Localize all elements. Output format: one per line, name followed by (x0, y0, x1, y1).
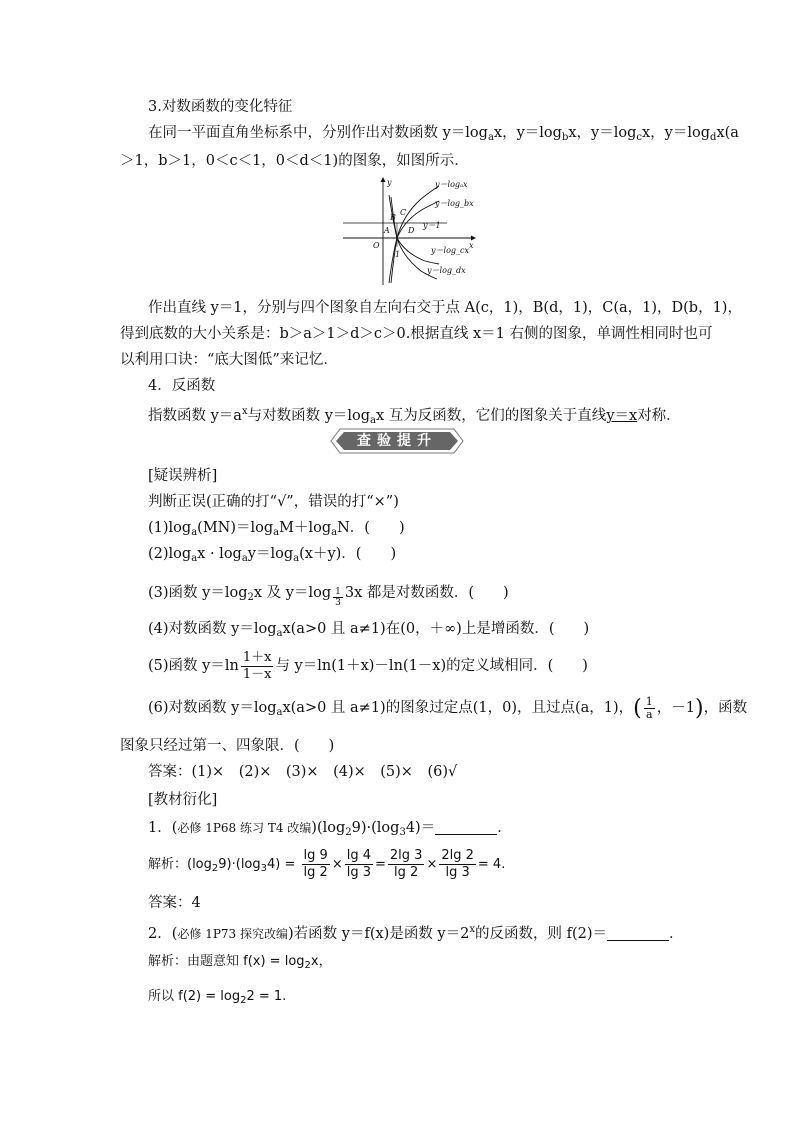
textbook-problem-1: 1．(必修 1P68 练习 T4 改编)$(\log_29)\cdot(\log_34)=$ ． (148, 820, 512, 838)
answer-blank-2[interactable] (607, 926, 669, 941)
x-axis-arrow (471, 236, 476, 241)
graph-point-D: D (408, 226, 415, 235)
section-3-para1-line2: ＞1，b＞1，0＜c＜1，0＜d＜1)的图象，如图所示． (120, 153, 469, 169)
quiz-intro: 判断正误(正确的打“√”，错误的打“×”) (148, 494, 399, 510)
quiz-item-4: (4)对数函数 $y=\log_ax(a>0$ 且 a≠1)在(0，＋∞)上是增函数．( ) (148, 621, 590, 639)
quiz-item-6-line2: 图象只经过第一、四象限．( ) (120, 738, 335, 754)
textbook-solution-2: 解析：由题意知 $f(x) = \log_2x$， (148, 954, 332, 971)
section-4-text: 指数函数 $y=a^x$与对数函数 $y=\log_ax$ 互为反函数，它们的图象关于直线y＝x对称． (148, 406, 681, 426)
graph-label-one: 1 (395, 250, 401, 259)
graph-svg (343, 175, 478, 287)
quiz-item-2: $(2)\log_ax \cdot \log_ay=\log_a(x+y)$．( ) (148, 546, 397, 564)
quiz-answer: 答案：(1)× (2)× (3)× (4)× (5)× (6)√ (148, 764, 458, 780)
log-function-graph (343, 175, 478, 287)
section-3-para2-line1: 作出直线 y＝1，分别与四个图象自左向右交于点 A(c，1)，B(d，1)，C(a，1)，D(b，1)， (148, 300, 742, 316)
answer-blank-1[interactable] (435, 820, 497, 835)
section-3-para2-line3: 以利用口诀：“底大图低”来记忆． (120, 352, 338, 368)
section-3-para2-line2: 得到底数的大小关系是：b＞a＞1＞d＞c＞0.根据直线 x＝1 右侧的图象，单调性相同时也可 (120, 326, 713, 342)
section-4-heading: 4．反函数 (148, 378, 216, 394)
graph-point-B: B (390, 213, 396, 222)
curve-label-a: y＝logₐx (435, 180, 468, 189)
graph-label-origin: O (373, 241, 380, 250)
graph-label-x: x (469, 241, 474, 250)
textbook-solution-3: 所以 $f(2) = \log_22 = 1$. (148, 989, 287, 1006)
quiz-item-6: (6)对数函数 $y=\log_ax(a>0$ 且 a≠1)的图象过定点(1，0)，且过点(a，1)，( $\frac{1}{a}$ ，－1)，函数 (148, 694, 748, 721)
quiz-tag: [疑误辨析] (148, 468, 218, 484)
quiz-item-3: (3)函数 $y=\log_2x$ 及 y＝log $\frac{1}{3}$ 3x 都是对数函数．( ) (148, 585, 509, 608)
section-3-para1-line1: 在同一平面直角坐标系中，分别作出对数函数 $y=\log_ax$，$y=\log_bx$，$y=\log_cx$，$y=\log_dx(a$ (148, 125, 739, 143)
section-3-heading: 3.对数函数的变化特征 (148, 99, 293, 115)
graph-label-y1: y＝1 (423, 221, 441, 230)
textbook-answer-1: 答案：4 (148, 895, 201, 911)
curve-label-c: y＝log_cx (431, 246, 470, 255)
graph-label-y: y (387, 178, 392, 187)
quiz-item-5: (5)函数 y＝ln $\frac{1+x}{1-x}$ 与 y＝ln(1＋x)－ln(1－x)的定义域相同．( ) (148, 649, 588, 682)
graph-point-C: C (400, 208, 407, 217)
textbook-tag: [教材衍化] (148, 792, 218, 808)
y-axis-arrow (381, 177, 386, 182)
textbook-problem-2: 2．(必修 1P73 探究改编)若函数 y＝f(x)是函数 $y=2^x$的反函数，则 f(2)＝ ． (148, 924, 684, 942)
curve-label-d: y＝log_dx (427, 266, 466, 275)
graph-point-A: A (384, 226, 390, 235)
banner-label: 查验提升 (357, 433, 437, 449)
check-banner (330, 428, 464, 454)
quiz-item-1: $(1)\log_a(MN)=\log_aM+\log_aN$．( ) (148, 520, 405, 538)
curve-label-b: y＝log_bx (435, 199, 474, 208)
textbook-solution-1: 解析：$(\log_29)\cdot(\log_34)$ = $\frac{\lg 9}{\lg 2}$ × $\frac{\lg 4}{\lg 3}$ = $\frac{2\lg 3}{\lg 2}$ × $\frac{2\lg 2}{\lg 3}$ = 4. (148, 848, 506, 880)
